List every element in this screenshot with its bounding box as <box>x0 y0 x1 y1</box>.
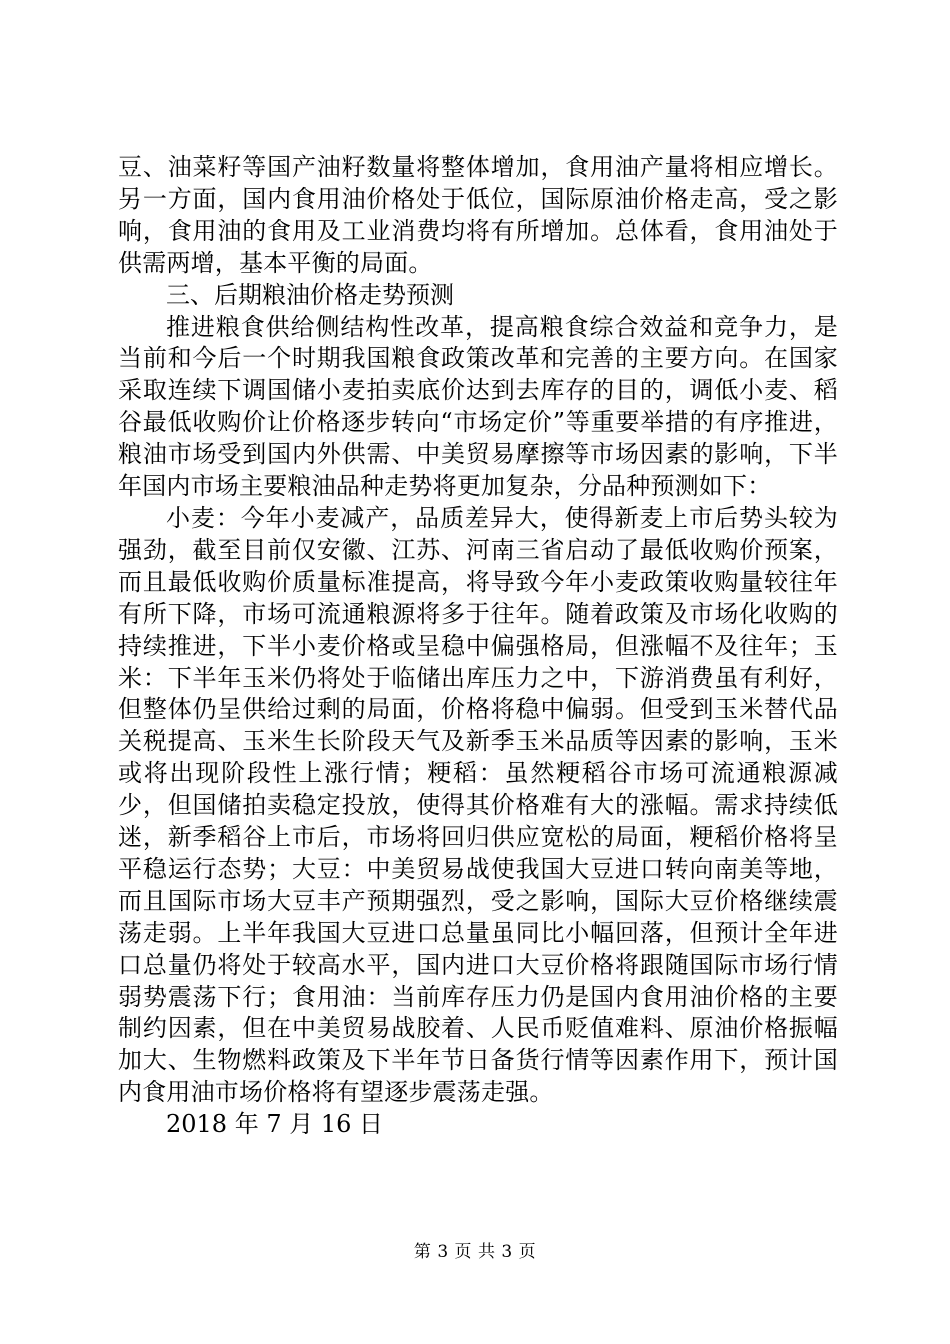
page-number-footer: 第 3 页 共 3 页 <box>413 1242 537 1262</box>
paragraph-intro: 推进粮食供给侧结构性改革，提高粮食综合效益和竞争力，是当前和今后一个时期我国粮食政策改革和完善的主要方向。在国家采取连续下调国储小麦拍卖底价达到去库存的目的，调低小麦、稻谷最低收购价让价格逐步转向“市场定价”等重要举措的有序推进，粮油市场受到国内外供需、中美贸易摩擦等市场因素的影响，下半年国内市场主要粮油品种走势将更加复杂，分品种预测如下： <box>118 312 838 501</box>
section-heading: 三、后期粮油价格走势预测 <box>166 280 454 309</box>
document-body <box>118 152 838 1141</box>
document-date: 2018 年 7 月 16 日 <box>166 1110 384 1139</box>
paragraph-continuation: 豆、油菜籽等国产油籽数量将整体增加，食用油产量将相应增长。另一方面，国内食用油价格处于低位，国际原油价格走高，受之影响，食用油的食用及工业消费均将有所增加。总体看，食用油处于供需两增，基本平衡的局面。 <box>118 153 838 277</box>
paragraph-forecast: 小麦：今年小麦减产，品质差异大，使得新麦上市后势头较为强劲，截至目前仅安徽、江苏、河南三省启动了最低收购价预案，而且最低收购价质量标准提高，将导致今年小麦政策收购量较往年有所下降，市场可流通粮源将多于往年。随着政策及市场化收购的持续推进，下半小麦价格或呈稳中偏强格局，但涨幅不及往年；玉米：下半年玉米仍将处于临储出库压力之中，下游消费虽有利好，但整体仍呈供给过剩的局面，价格将稳中偏弱。但受到玉米替代品关税提高、玉米生长阶段天气及新季玉米品质等因素的影响，玉米或将出现阶段性上涨行情；粳稻：虽然粳稻谷市场可流通粮源减少，但国储拍卖稳定投放，使得其价格难有大的涨幅。需求持续低迷，新季稻谷上市后，市场将回归供应宽松的局面，粳稻价格将呈平稳运行态势；大豆：中美贸易战使我国大豆进口转向南美等地，而且国际市场大豆丰产预期强烈，受之影响，国际大豆价格继续震荡走弱。上半年我国大豆进口总量虽同比小幅回落，但预计全年进口总量仍将处于较高水平，国内进口大豆价格将跟随国际市场行情弱势震荡下行；食用油：当前库存压力仍是国内食用油价格的主要制约因素，但在中美贸易战胶着、人民币贬值难料、原油价格振幅加大、生物燃料政策及下半年节日备货行情等因素作用下，预计国内食用油市场价格将有望逐步震荡走强。 <box>118 503 838 1107</box>
